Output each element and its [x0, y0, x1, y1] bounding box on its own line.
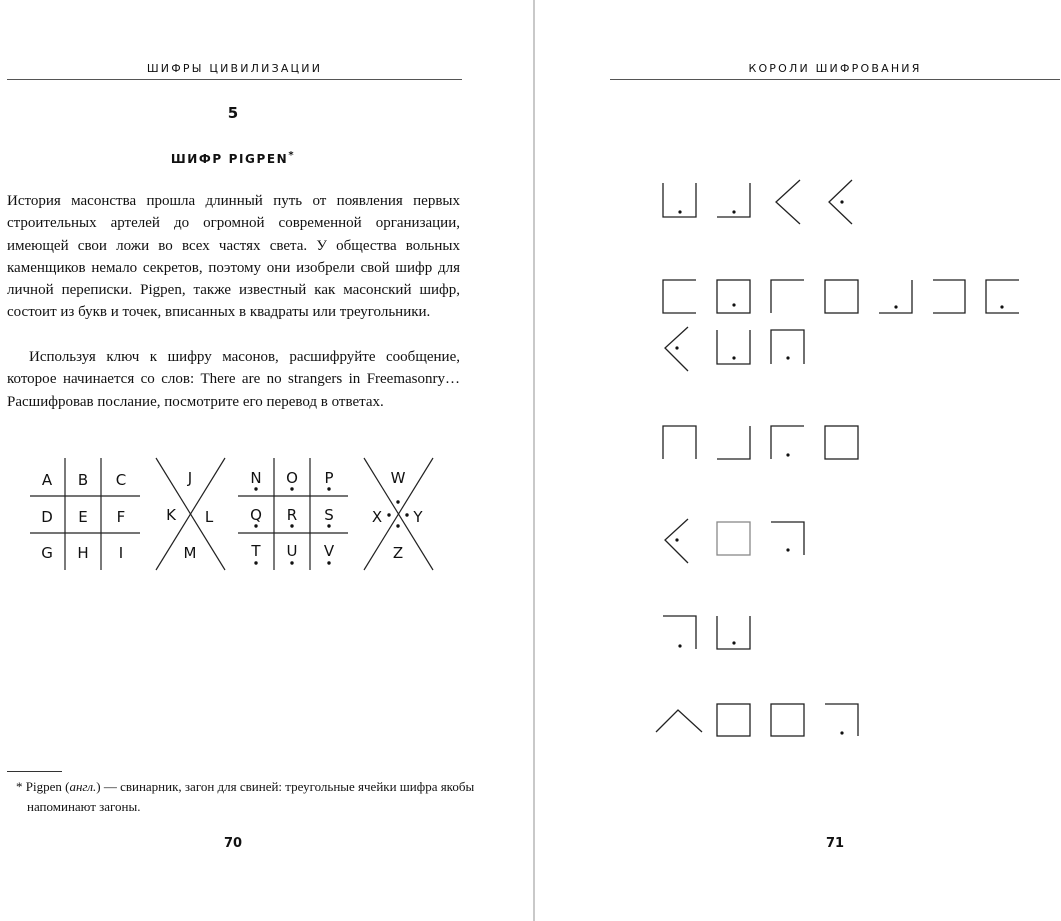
key-letter-d: D — [41, 508, 53, 526]
cipher-symbol — [829, 180, 852, 224]
footnote-text: — свинарник, загон для свиней: треугольные ячейки шифра якобы напоминают загоны. — [27, 779, 475, 814]
chapter-title-footnote-mark: * — [288, 150, 296, 161]
page-number-left: 70 — [223, 836, 243, 851]
cipher-symbol — [933, 280, 965, 313]
cipher-line-2 — [663, 280, 1019, 371]
key-letter-l: L — [204, 508, 214, 526]
key-letter-r: R — [286, 506, 298, 524]
key-letter-c: C — [115, 471, 127, 489]
cipher-symbol — [771, 330, 804, 364]
cipher-symbol — [825, 426, 858, 459]
cipher-symbol — [771, 426, 804, 459]
pigpen-cipher-key — [28, 456, 438, 574]
key-letter-t: T — [251, 542, 261, 560]
footnote-rule — [7, 771, 62, 772]
cipher-symbol — [825, 280, 858, 313]
key-letter-a: A — [41, 471, 53, 489]
cipher-symbol — [717, 330, 750, 364]
key-letter-o: O — [286, 469, 298, 487]
key-letter-y: Y — [413, 508, 423, 526]
cipher-symbol — [771, 522, 804, 555]
chapter-title-text: ШИФР PIGPEN — [170, 152, 289, 166]
key-letter-w: W — [390, 469, 406, 487]
key-letter-i: I — [118, 544, 124, 562]
key-letter-g: G — [41, 544, 53, 562]
cipher-line-4 — [665, 519, 804, 563]
body-paragraph-2: Используя ключ к шифру масонов, расшифруйте сообщение, которое начинается со слов: There are no strangers in Freemasonry… Расшифровав послание, посмотрите его перевод в ответах. — [7, 349, 460, 410]
key-letter-z: Z — [392, 544, 404, 562]
chapter-number: 5 — [227, 104, 239, 122]
cipher-symbol — [825, 704, 858, 736]
key-letter-u: U — [286, 542, 298, 560]
key-letter-k: K — [166, 506, 176, 524]
key-letter-s: S — [324, 506, 334, 524]
header-rule-left — [7, 79, 462, 80]
cipher-line-6 — [656, 704, 858, 736]
cipher-symbol — [717, 704, 750, 736]
header-rule-right — [610, 79, 1060, 80]
footnote: * Pigpen (англ.) — свинарник, загон для свиней: треугольные ячейки шифра якобы напоминают загоны. — [16, 779, 475, 814]
cipher-line-3 — [663, 426, 858, 459]
cipher-symbol — [879, 280, 912, 313]
cipher-line-1 — [663, 180, 852, 224]
key-letter-h: H — [77, 544, 89, 562]
footnote-term: Pigpen — [25, 779, 62, 794]
cipher-symbol — [717, 522, 750, 555]
cipher-symbol — [665, 519, 688, 563]
key-letter-n: N — [250, 469, 262, 487]
body-paragraph-1: История масонства прошла длинный путь от появления первых строительных артелей до огромной современной организации, имеющей свои ложи во всех частях света. У общества вольных каменщиков немало секретов, поэтому они изобрели свой шифр для личной переписки. Pigpen, также известный как масонский шифр, состоит из букв и точек, вписанных в квадраты или треугольники. — [7, 193, 460, 321]
cipher-symbol — [717, 426, 750, 459]
chapter-title — [0, 150, 466, 166]
book-spine — [533, 0, 535, 921]
cipher-line-5 — [663, 616, 750, 649]
cipher-symbol — [663, 616, 696, 649]
running-head-right: КОРОЛИ ШИФРОВАНИЯ — [748, 62, 922, 75]
key-letter-v: V — [323, 542, 335, 560]
key-letter-q: Q — [250, 506, 262, 524]
key-letter-j: J — [187, 469, 193, 487]
cipher-symbol — [663, 183, 696, 217]
key-letter-b: B — [77, 471, 89, 489]
footnote-lang: англ. — [69, 779, 97, 794]
key-letter-f: F — [116, 508, 126, 526]
key-letter-m: M — [183, 544, 197, 562]
cipher-symbol — [717, 280, 750, 313]
key-letter-p: P — [324, 469, 334, 487]
cipher-message — [650, 170, 1030, 750]
cipher-symbol — [663, 426, 696, 459]
cipher-symbol — [656, 710, 702, 732]
cipher-symbol — [717, 616, 750, 649]
cipher-symbol — [986, 280, 1019, 313]
cipher-symbol — [771, 704, 804, 736]
page-number-right: 71 — [825, 836, 845, 851]
key-letter-x: X — [371, 508, 383, 526]
cipher-symbol — [771, 280, 804, 313]
cipher-symbol — [776, 180, 800, 224]
cipher-symbol — [665, 327, 688, 371]
key-letter-e: E — [78, 508, 88, 526]
cipher-symbol — [663, 280, 696, 313]
footnote-mark: * — [16, 779, 23, 794]
cipher-symbol — [717, 183, 750, 217]
running-head-left: ШИФРЫ ЦИВИЛИЗАЦИИ — [146, 62, 323, 75]
